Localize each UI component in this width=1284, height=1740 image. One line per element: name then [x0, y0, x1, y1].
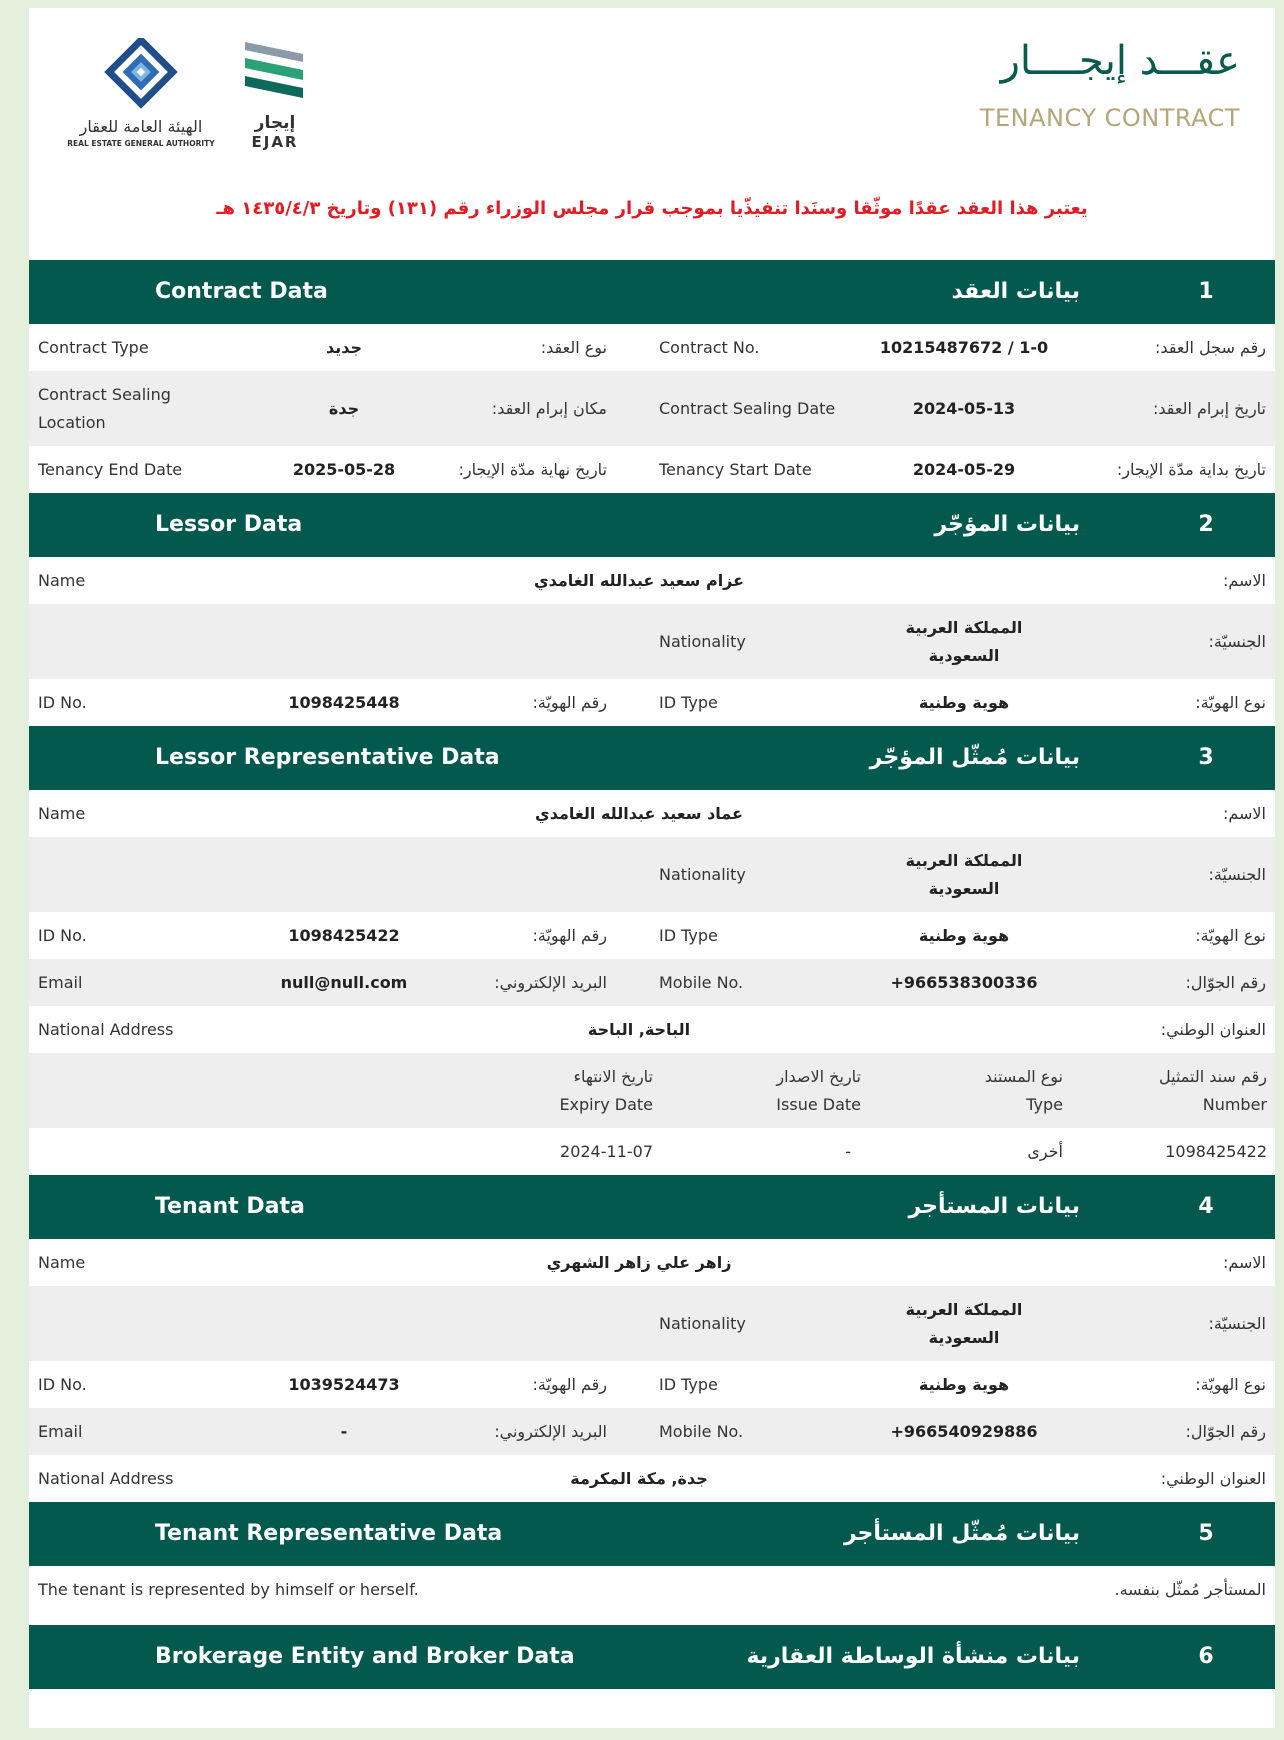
value: +966538300336 — [890, 973, 1038, 992]
rega-name-ar: الهيئة العامة للعقار — [79, 117, 203, 136]
label-en: Name — [38, 571, 86, 590]
label-ar: رقم الجوّال: — [1185, 973, 1266, 992]
value: 2025-05-28 — [292, 460, 396, 479]
label-ar: البريد الإلكتروني: — [494, 1422, 607, 1441]
section-header-contract — [29, 260, 1275, 324]
table-row — [29, 1408, 1275, 1455]
value: هوية وطنية — [918, 1375, 1010, 1394]
section-title-en: Lessor Representative Data — [155, 745, 500, 770]
value: جدة — [328, 399, 360, 418]
section-header-brokerage — [29, 1625, 1275, 1689]
section-header-tenant — [29, 1175, 1275, 1239]
label-en: Contract Sealing Date — [659, 399, 836, 418]
label-en: ID Type — [659, 1375, 718, 1394]
table-row — [29, 446, 1275, 493]
document-data-row — [29, 1128, 1275, 1175]
label-ar: العنوان الوطني: — [1160, 1020, 1266, 1039]
value: null@null.com — [280, 973, 408, 992]
doc-issue-date: - — [845, 1141, 851, 1161]
doc-col-expiry — [559, 1053, 653, 1128]
table-row — [29, 557, 1275, 604]
value: 1098425448 — [288, 693, 400, 712]
label-en: Number — [1202, 1094, 1267, 1114]
doc-number: 1098425422 — [1165, 1141, 1267, 1161]
note-ar: المستأجر مُمثّل بنفسه. — [1114, 1580, 1266, 1599]
value: عزام سعيد عبدالله الغامدي — [533, 571, 745, 590]
label-ar: رقم الجوّال: — [1185, 1422, 1266, 1441]
value: +966540929886 — [890, 1422, 1038, 1441]
section-title-ar: بيانات المؤجّر — [934, 512, 1080, 537]
section-title-ar: بيانات منشأة الوساطة العقارية — [746, 1644, 1080, 1669]
label-en: Contract Type — [38, 338, 149, 357]
label-en: Email — [38, 1422, 83, 1441]
section-header-lessor — [29, 493, 1275, 557]
label-ar: الاسم: — [1222, 804, 1266, 823]
legal-notice: يعتبر هذا العقد عقدًا موثّقا وسنَدا تنفيذّيا بموجب قرار مجلس الوزراء رقم (١٣١) وتاريخ ١٤٣٥/٤/٣ هـ — [216, 198, 1088, 219]
section-title-ar: بيانات العقد — [951, 279, 1080, 304]
section-header-tenant-rep — [29, 1502, 1275, 1566]
value: 1098425422 — [288, 926, 400, 945]
label-en: Mobile No. — [659, 1422, 744, 1441]
label-en: ID Type — [659, 693, 718, 712]
value: جديد — [325, 338, 363, 357]
label-ar: تاريخ إبرام العقد: — [1152, 399, 1266, 418]
label-ar: تاريخ الاصدار — [776, 1066, 861, 1086]
value: زاهر علي زاهر الشهري — [546, 1253, 732, 1272]
value: 2024-05-29 — [912, 460, 1016, 479]
section-number: 6 — [1198, 1644, 1214, 1669]
section-title-en: Lessor Data — [155, 512, 303, 537]
title-arabic: عقـــد إيجــــار — [1000, 38, 1240, 84]
label-ar: نوع المستند — [984, 1066, 1063, 1086]
value: 10215487672 / 1-0 — [879, 338, 1049, 357]
value: 1039524473 — [288, 1375, 400, 1394]
label-ar: الجنسيّة: — [1208, 865, 1266, 884]
document-header-row — [29, 1053, 1275, 1128]
table-row — [29, 790, 1275, 837]
label-ar: الاسم: — [1222, 1253, 1266, 1272]
table-row — [29, 1566, 1275, 1613]
label-en: Nationality — [659, 865, 746, 884]
note-en: The tenant is represented by himself or herself. — [38, 1580, 419, 1599]
label-en: Contract No. — [659, 338, 760, 357]
value: 2024-05-13 — [912, 399, 1016, 418]
value: الباحة, الباحة — [587, 1020, 691, 1039]
label-ar: تاريخ نهاية مدّة الإيجار: — [458, 460, 607, 479]
value: هوية وطنية — [918, 926, 1010, 945]
label-en: Email — [38, 973, 83, 992]
section-title-en: Tenant Representative Data — [155, 1521, 503, 1546]
doc-col-type — [985, 1053, 1063, 1128]
label-ar: مكان إبرام العقد: — [491, 399, 607, 418]
ejar-name-en: EJAR — [251, 133, 299, 151]
doc-expiry-date: 2024-11-07 — [560, 1141, 653, 1161]
table-row — [29, 959, 1275, 1006]
table-row — [29, 912, 1275, 959]
section-header-lessor-rep — [29, 726, 1275, 790]
label-en: Nationality — [659, 632, 746, 651]
rega-logo-icon — [51, 38, 231, 148]
label-ar: رقم سجل العقد: — [1155, 338, 1266, 357]
label-en: Name — [38, 1253, 86, 1272]
label-en: Nationality — [659, 1314, 746, 1333]
label-ar: رقم الهويّة: — [532, 693, 607, 712]
table-row — [29, 837, 1275, 912]
doc-col-issue — [776, 1053, 861, 1128]
section-number: 4 — [1198, 1194, 1214, 1219]
contract-page — [29, 8, 1275, 1728]
value: عماد سعيد عبدالله الغامدي — [535, 804, 743, 823]
section-number: 1 — [1198, 279, 1214, 304]
label-ar: رقم الهويّة: — [532, 1375, 607, 1394]
table-row — [29, 604, 1275, 679]
label-en: Mobile No. — [659, 973, 744, 992]
value: هوية وطنية — [918, 693, 1010, 712]
label-ar: الجنسيّة: — [1208, 632, 1266, 651]
section-title-en: Brokerage Entity and Broker Data — [155, 1644, 575, 1669]
label-en: Expiry Date — [559, 1094, 653, 1114]
section-number: 2 — [1198, 512, 1214, 537]
label-en: ID Type — [659, 926, 718, 945]
label-ar: رقم سند التمثيل — [1159, 1066, 1267, 1086]
label-en: ID No. — [38, 693, 87, 712]
label-ar: العنوان الوطني: — [1160, 1469, 1266, 1488]
label-en: Tenancy Start Date — [659, 460, 812, 479]
value: المملكة العربية السعودية — [905, 617, 1023, 665]
section-title-ar: بيانات مُمثّل المستأجر — [843, 1521, 1080, 1546]
section-number: 3 — [1198, 745, 1214, 770]
label-ar: نوع العقد: — [540, 338, 607, 357]
contract-table — [29, 260, 1275, 1689]
title-english: TENANCY CONTRACT — [979, 104, 1240, 132]
label-en: ID No. — [38, 1375, 87, 1394]
doc-col-number — [1159, 1053, 1267, 1128]
table-row — [29, 1286, 1275, 1361]
label-ar: نوع الهويّة: — [1195, 926, 1266, 945]
value: جدة, مكة المكرمة — [570, 1469, 708, 1488]
label-ar: نوع الهويّة: — [1195, 1375, 1266, 1394]
ejar-logo-icon — [225, 32, 315, 152]
label-en: National Address — [38, 1469, 174, 1488]
table-row — [29, 1006, 1275, 1053]
label-ar: نوع الهويّة: — [1195, 693, 1266, 712]
rega-name-en: REAL ESTATE GENERAL AUTHORITY — [67, 139, 215, 148]
ejar-name-ar: إيجار — [254, 113, 296, 133]
label-ar: الجنسيّة: — [1208, 1314, 1266, 1333]
table-row — [29, 1455, 1275, 1502]
label-en: Contract Sealing Location — [38, 384, 171, 432]
label-en: Tenancy End Date — [38, 460, 183, 479]
value: المملكة العربية السعودية — [905, 850, 1023, 898]
section-title-ar: بيانات المستأجر — [908, 1194, 1080, 1219]
table-row — [29, 371, 1275, 446]
label-en: Issue Date — [776, 1094, 861, 1114]
table-row — [29, 1239, 1275, 1286]
label-en: National Address — [38, 1020, 174, 1039]
section-title-ar: بيانات مُمثّل المؤجّر — [869, 745, 1080, 770]
value: - — [340, 1422, 348, 1441]
label-en: Type — [1026, 1094, 1063, 1114]
table-row — [29, 1361, 1275, 1408]
section-title-en: Contract Data — [155, 279, 328, 304]
value: المملكة العربية السعودية — [905, 1299, 1023, 1347]
label-ar: رقم الهويّة: — [532, 926, 607, 945]
label-ar: تاريخ بداية مدّة الإيجار: — [1116, 460, 1266, 479]
table-row — [29, 679, 1275, 726]
label-en: ID No. — [38, 926, 87, 945]
label-ar: البريد الإلكتروني: — [494, 973, 607, 992]
label-en: Name — [38, 804, 86, 823]
table-row — [29, 324, 1275, 371]
section-title-en: Tenant Data — [155, 1194, 305, 1219]
label-ar: الاسم: — [1222, 571, 1266, 590]
label-ar: تاريخ الانتهاء — [573, 1066, 653, 1086]
section-number: 5 — [1198, 1521, 1214, 1546]
doc-type: أخرى — [1027, 1141, 1063, 1161]
